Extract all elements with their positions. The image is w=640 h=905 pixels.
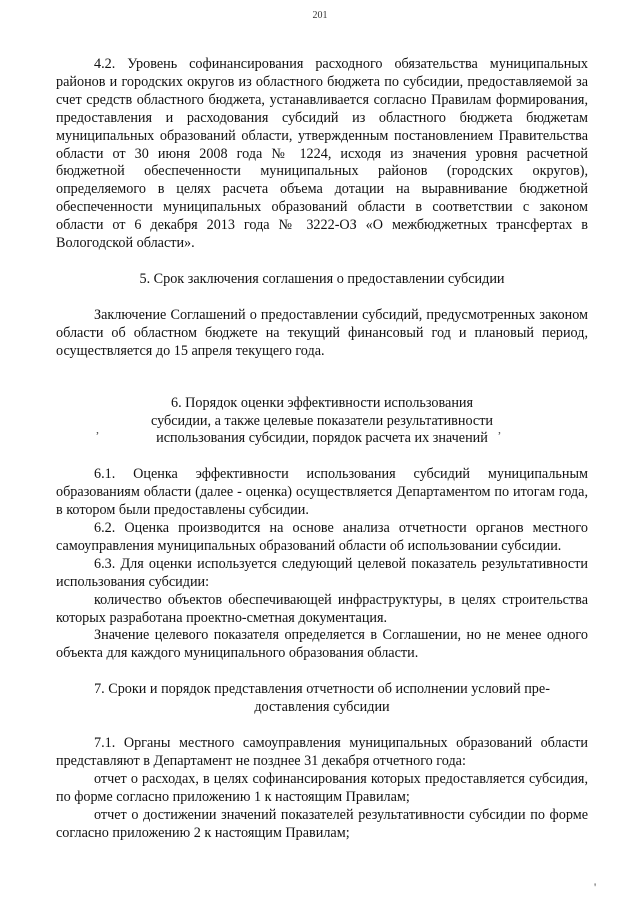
section-6-heading-line2: субсидии, а также целевые показатели результативности xyxy=(150,412,493,429)
paragraph-6-3-indicator: количество объектов обеспечивающей инфраструктуры, в целях строительства которых разработана проектно-сметная документация. xyxy=(56,591,588,626)
section-6-heading-line1: 6. Порядок оценки эффективности использования xyxy=(170,394,474,411)
paragraph-7-1-expense-report: отчет о расходах, в целях софинансирования которых предоставляется субсидия, по форме согласно приложению 1 к настоящим Правилам; xyxy=(56,770,588,805)
section-7-heading-line1: 7. Сроки и порядок представления отчетности об исполнении условий пре- xyxy=(94,681,550,698)
document-body xyxy=(56,56,588,843)
paragraph-6-3: 6.3. Для оценки используется следующий целевой показатель результативности использования субсидии: xyxy=(56,555,588,590)
scan-mark: ' xyxy=(594,880,597,894)
section-7-heading-line2: доставления субсидии xyxy=(254,699,390,716)
paragraph-5: Заключение Соглашений о предоставлении субсидий, предусмотренных законом области об областном бюджете на текущий финансовый год и плановый период, осуществляется до 15 апреля текущего года. xyxy=(56,306,588,359)
paragraph-6-3-value: Значение целевого показателя определяется в Соглашении, но не менее одного объекта для каждого муниципального образования области. xyxy=(56,627,588,662)
paragraph-7-1-results-report: отчет о достижении значений показателей результативности субсидии по форме согласно приложению 2 к настоящим Правилам; xyxy=(56,806,588,841)
paragraph-4-2: 4.2. Уровень софинансирования расходного обязательства муниципальных районов и городских округов из областного бюджета по субсидии, предоставляемой за счет средств областного бюджета, устанавливается согласно Правилам формирования, предоставления и расходования субсидий из областного бюджета бюджетам муниципальных образований области, утвержденным постановлением Правительства области от 30 июня 2008 года № 1224, исходя из значения уровня расчетной бюджетной обеспеченности муниципальных районов (городских округов), определяемого в целях расчета объема дотации на выравнивание бюджетной обеспеченности муниципальных образований области в соответствии с законом области от 6 декабря 2013 года № 3222-ОЗ «О межбюджетных трансфертах в Вологодской области». xyxy=(56,56,588,252)
section-6-heading xyxy=(56,395,588,449)
paragraph-7-1: 7.1. Органы местного самоуправления муниципальных образований области представляют в Департамент не позднее 31 декабря отчетного года: xyxy=(56,735,588,769)
section-6-heading-line3: использования субсидии, порядок расчета их значений xyxy=(156,430,488,447)
paragraph-6-1: 6.1. Оценка эффективности использования субсидий муниципальным образованиям области (далее - оценка) осуществляется Департаментом по итогам года, в котором были предоставлены субсидии. xyxy=(56,466,588,519)
section-5-heading: 5. Срок заключения соглашения о предоставлении субсидии xyxy=(139,270,505,287)
paragraph-6-2: 6.2. Оценка производится на основе анализа отчетности органов местного самоуправления муниципальных образований области об использовании субсидии. xyxy=(56,520,588,554)
scan-mark: , xyxy=(96,422,99,436)
scan-mark: , xyxy=(498,422,501,436)
section-7-heading xyxy=(56,681,588,717)
page-number: 201 xyxy=(312,10,328,21)
